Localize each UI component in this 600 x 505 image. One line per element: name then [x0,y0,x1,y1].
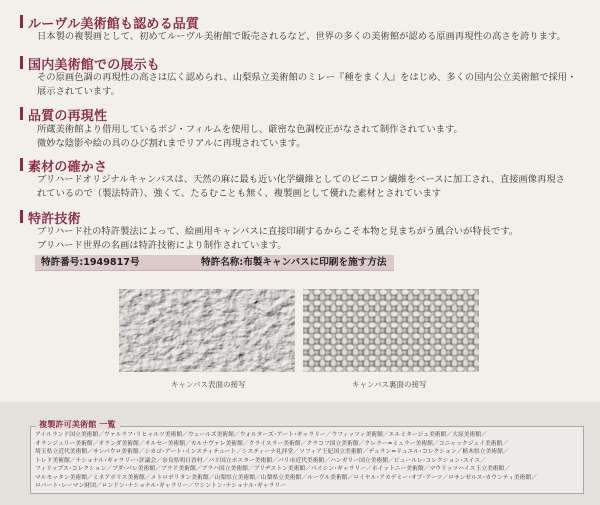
caption-front: キャンバス表面の接写 [171,380,246,389]
section-text-quality [37,123,592,151]
text-line: ブリハード社の特許製法によって、絵画用キャンバスに直接印刷するからこそ本物と見まちがう風合いが特長です。 [37,226,519,237]
section-text-patent [37,225,592,253]
section-text-material [37,173,592,201]
museum-list-line: トレド美術館／ナショナル･ギャラリー･評議会／奈良県明日香村／パリ国立ポスター美術館／パリ市近代美術館／ハンガリー国立美術館／ビュールレ･コレクション･スイス／ [35,457,486,464]
museum-list-title: 複製許可美術館 一覧 [35,419,120,430]
canvas-back-photo [303,289,479,372]
text-line: ブリハード世界の名画は特許技術により制作されています。 [37,240,287,251]
section-text-domestic [37,71,592,99]
text-line: 所蔵美術館より借用しているポジ・フィルムを使用し、厳密な色調校正がなされて制作されています。 [37,124,463,135]
text-line: その原画色調の再現性の高さは広く認められ、山梨県立美術館のミレー『種をまく人』をはじめ、多くの国内公立美術館で採用・ [37,72,577,83]
section-heading-material: 素材の確かさ [28,156,107,175]
text-line: 日本製の複製画として、初めてルーヴル美術館で販売されるなど、世界の多くの美術館が認める原画再現性の高さを誇ります。 [37,31,566,42]
patent-number: 特許番号:1949817号 [41,257,140,268]
patent-name: 特許名称:布製キャンバスに印刷を施す方法 [201,257,387,268]
museum-list-line: アイルランド国立美術館／ヴァルラフ･リヒャルツ美術館／ウェールズ美術館／ウォルターズ･アート･ギャラリー／ウフィッツィ美術館／エルミタージュ美術館／大原美術館／ [35,432,487,438]
section-heading-louvre: ルーヴル美術館も認める品質 [28,13,199,32]
museum-list-line: ロバート･レーマン財団／ロンドン･ナショナル･ギャラリー／ワシントン･ナショナル･ギャラリー [35,483,286,489]
patent-band [35,255,394,271]
section-heading-patent: 特許技術 [28,208,81,227]
section-text-louvre [37,30,592,44]
caption-back: キャンバス裏面の接写 [352,380,427,389]
museum-list-line: フィリップス･コレクション／ブダ･パレ美術館／ブラド美術館／ブラハ国立美術館／ブリヂストン美術館／ベイシン･ギャラリー／ホイットニー美術館／マウリッツハイス王立美術館／ [35,466,511,472]
section-heading-domestic: 国内美術館での展示も [28,54,160,73]
canvas-front-texture [119,289,295,372]
museum-list-line: オランジュリー美術館／オランダ美術館／オルセー美術館／カルナヴァレ美術館／クライスラー美術館／クラコフ国立美術館／クレラー=ミュラー美術館／コニャックジェイ美術館／ [35,440,509,447]
text-line: 微妙な陰影や絵の具のひび割れまでリアルに再現されています。 [37,138,306,149]
canvas-front-photo [119,289,295,372]
museum-list-line: 埼玉県立近代美術館／サンパウロ美術館／シカゴ･アート･インスティテュート／システィーナ礼拝堂／ソフィア王妃国立美術館／デュラン=リュエル･コレクション／栃木県立美術館／ [35,449,509,455]
museum-list-line: マルモッタン美術館／ミネアポリス美術館／メトロポリタン美術館／山梨県立美術館／山梨県立美術館／ルーヴル美術館／ロイヤル･アカデミー･オブ･アーツ／ロサンゼルス･カウンティ美術館／ [35,474,538,481]
text-line: 展示されています。 [37,86,120,97]
canvas-back-texture [303,289,479,372]
text-line: れているので（製法特許）、強くて、たるむことも無く、複製画として優れた素材とされています [37,188,442,199]
section-heading-quality: 品質の再現性 [28,105,107,124]
text-line: ブリハードオリジナルキャンバスは、天然の麻に最も近い化学繊維としてのビニロン繊維をベースに加工され、直接画像再現さ [37,174,565,185]
